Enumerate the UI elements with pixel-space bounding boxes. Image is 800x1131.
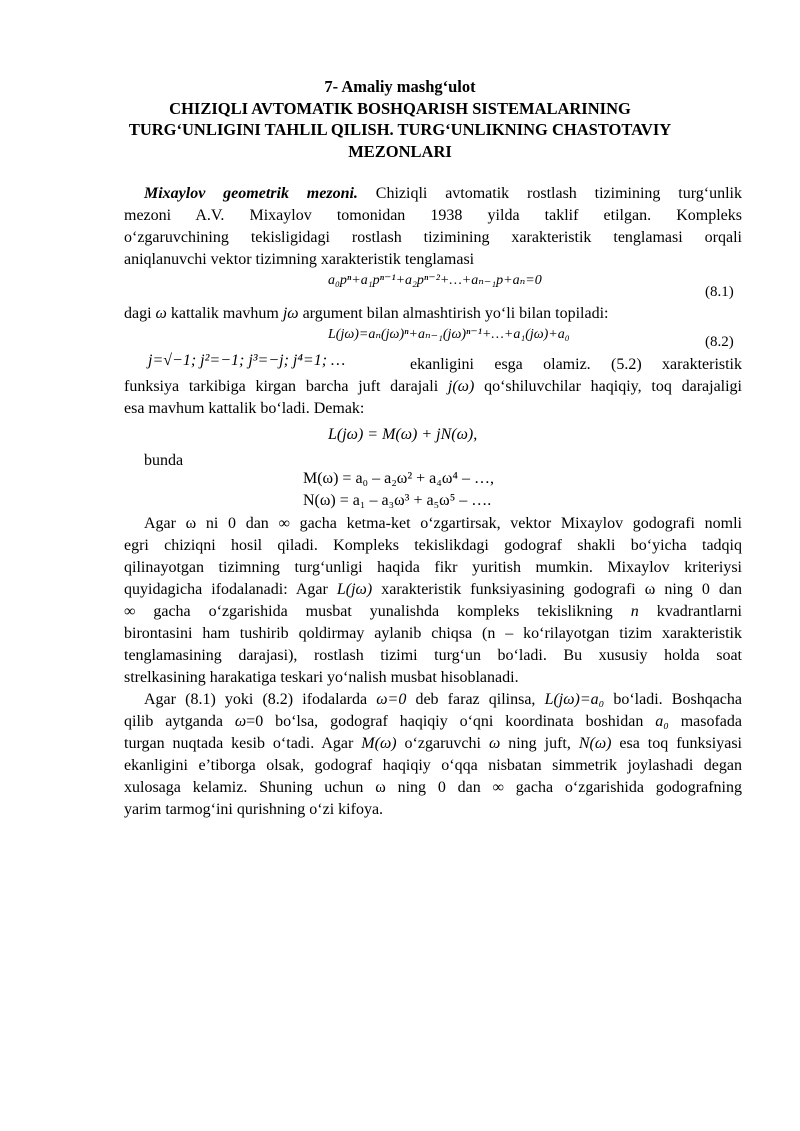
section-lead: Mixaylov geometrik mezoni. <box>144 185 358 202</box>
p4-line-1: Agar ω ni 0 dan ∞ gacha ketma-ket o‘zgartirsak, vektor Mixaylov godografi nomli <box>144 515 742 532</box>
p5-line-6: yarim tarmog‘ini qurishning o‘zi kifoya. <box>124 801 384 818</box>
p5-line-5: xulosaga kelamiz. Shuning uchun ω ning 0 dan ∞ gacha o‘zgarishida godografning <box>124 779 742 796</box>
p3-line-2: funksiya tarkibiga kirgan barcha juft darajali j(ω) qo‘shiluvchilar haqiqiy, toq darajaligi <box>124 378 743 395</box>
p4-line-4: quyidagicha ifodalanadi: Agar L(jω) xarakteristik funksiyasining godografi ω ning 0 dan <box>124 581 743 598</box>
p1-line-3: o‘zgaruvchining tekisligidagi rostlash tizimining xarakteristik tenglamasi orqali <box>124 229 742 246</box>
p4-line-7: tenglamasining darajasi), rostlash tizimi turg‘un bo‘ladi. Bu xususiy holda soat <box>124 647 742 664</box>
equation-M: M(ω) = a₀ – a₂ω² + a₄ω⁴ – …, <box>303 470 494 487</box>
p5-line-4: ekanligini e’tiborga olsak, godograf haqiqiy o‘qqa nisbatan simmetrik joylashadi degan <box>124 757 742 774</box>
p1-line-2: mezoni A.V. Mixaylov tomonidan 1938 yilda taklif etilgan. Kompleks <box>124 207 742 224</box>
p4-line-6: birontasini ham tushirib qoldirmay aylanib chiqsa (n – ko‘rilayotgan tizim xarakteristik <box>124 625 742 642</box>
p1-line-1: Mixaylov geometrik mezoni. Chiziqli avtomatik rostlash tizimining turg‘unlik <box>144 185 742 202</box>
equation-L: L(jω) = M(ω) + jN(ω), <box>328 426 478 443</box>
title-line-2: TURG‘UNLIGINI TAHLIL QILISH. TURG‘UNLIKNING CHASTOTAVIY <box>128 120 672 139</box>
p3-line-1: ekanligini esga olamiz. (5.2) xarakteristik <box>410 356 742 373</box>
p4-line-3: qilinayotgan tizimning turg‘unligi haqida fikr yuritish mumkin. Mixaylov kriteriysi <box>124 559 742 576</box>
p5-line-1: Agar (8.1) yoki (8.2) ifodalarda ω=0 deb faraz qilinsa, L(jω)=a₀ bo‘ladi. Boshqacha <box>144 691 742 708</box>
lesson-number: 7- Amaliy mashg‘ulot <box>324 77 476 96</box>
p5-line-3: turgan nuqtada kesib o‘tadi. Agar M(ω) o‘zgaruvchi ω ning juft, N(ω) esa toq funksiyasi <box>124 735 742 752</box>
equation-8-1: a₀pⁿ+a₁pⁿ⁻¹+a₂pⁿ⁻²+…+aₙ₋₁p+aₙ=0 <box>328 273 542 288</box>
j-powers-formula: j=√−1; j²=−1; j³=−j; j⁴=1; … <box>148 352 346 369</box>
p4-line-5: ∞ gacha o‘zgarishida musbat yunalishda kompleks tekislikning n kvadrantlarni <box>124 603 742 620</box>
p3-line-3: esa mavhum kattalik bo‘ladi. Demak: <box>124 400 365 417</box>
p5-line-2: qilib aytganda ω=0 bo‘lsa, godograf haqiqiy o‘qni koordinata boshidan a₀ masofada <box>124 713 743 730</box>
p4-line-8: strelkasining harakatiga teskari yo‘nalish musbat hisoblanadi. <box>124 669 519 686</box>
page-header <box>60 76 740 162</box>
equation-8-2: L(jω)=aₙ(jω)ⁿ+aₙ₋₁(jω)ⁿ⁻¹+…+a₁(jω)+a₀ <box>328 327 570 342</box>
p4-line-2: egri chiziqni hosil qiladi. Kompleks tekislikdagi godograf shakli bo‘yicha tadqiq <box>124 537 742 554</box>
title-line-3: MEZONLARI <box>348 141 452 161</box>
equation-8-2-number: (8.2) <box>705 334 734 350</box>
p2-line-1: dagi ω kattalik mavhum jω argument bilan almashtirish yo‘li bilan topiladi: <box>124 305 609 322</box>
title-line-1: CHIZIQLI AVTOMATIK BOSHQARISH SISTEMALARINING <box>169 98 631 118</box>
equation-8-1-number: (8.1) <box>705 284 734 300</box>
p1-line-4: aniqlanuvchi vektor tizimning xarakteristik tenglamasi <box>124 251 475 268</box>
bunda-label: bunda <box>144 452 184 469</box>
equation-N: N(ω) = a₁ – a₃ω³ + a₅ω⁵ – …. <box>303 492 492 509</box>
